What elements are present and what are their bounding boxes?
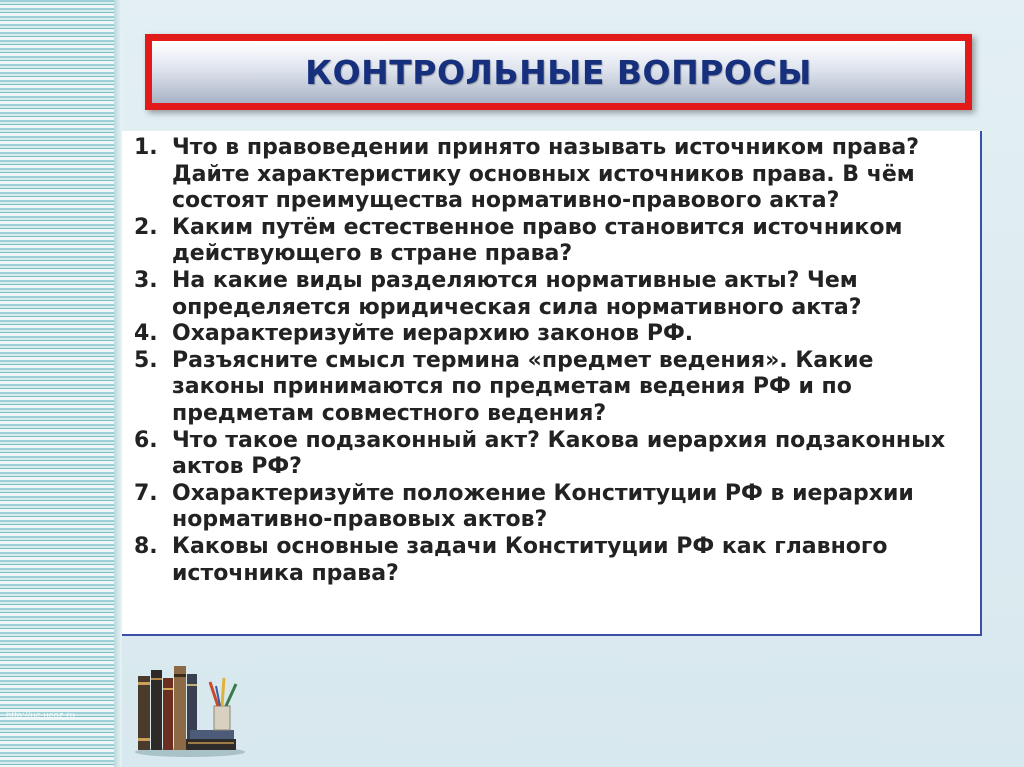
question-item (134, 268, 972, 321)
question-text: Охарактеризуйте иерархию законов РФ. (172, 321, 694, 347)
question-number: 7. (134, 480, 158, 506)
question-text: Что в правоведении принято называть источником права? Дайте характеристику основных источников права. В чём состоят преимущества нормативно-правового акта? (172, 135, 920, 214)
question-text: Охарактеризуйте положение Конституции РФ в иерархии нормативно-правовых актов? (172, 480, 914, 533)
question-item (134, 481, 972, 534)
question-number: 5. (134, 347, 158, 373)
question-item (134, 428, 972, 481)
question-item (134, 321, 972, 348)
question-item (134, 534, 972, 587)
question-text: На какие виды разделяются нормативные акты? Чем определяется юридическая сила нормативного акта? (172, 267, 862, 320)
spiral-binding-decoration (0, 0, 122, 767)
question-number: 2. (134, 214, 158, 240)
question-list (134, 135, 972, 587)
title-box (145, 34, 972, 110)
question-number: 3. (134, 267, 158, 293)
slide-title: КОНТРОЛЬНЫЕ ВОПРОСЫ (305, 52, 812, 92)
question-number: 6. (134, 427, 158, 453)
question-item (134, 215, 972, 268)
watermark: http://uc.ucoz.ru (6, 710, 76, 720)
question-item (134, 348, 972, 428)
question-text: Что такое подзаконный акт? Какова иерархия подзаконных актов РФ? (172, 427, 946, 480)
books-and-pencils-icon (130, 648, 250, 758)
question-number: 1. (134, 135, 158, 160)
question-text: Каким путём естественное право становится источником действующего в стране права? (172, 214, 903, 267)
question-number: 8. (134, 533, 158, 559)
question-text: Каковы основные задачи Конституции РФ как главного источника права? (172, 533, 888, 586)
question-item (134, 135, 972, 215)
questions-box (122, 131, 982, 636)
question-text: Разъясните смысл термина «предмет ведения». Какие законы принимаются по предметам ведения РФ и по предметам совместного ведения? (172, 347, 874, 426)
question-number: 4. (134, 321, 158, 347)
